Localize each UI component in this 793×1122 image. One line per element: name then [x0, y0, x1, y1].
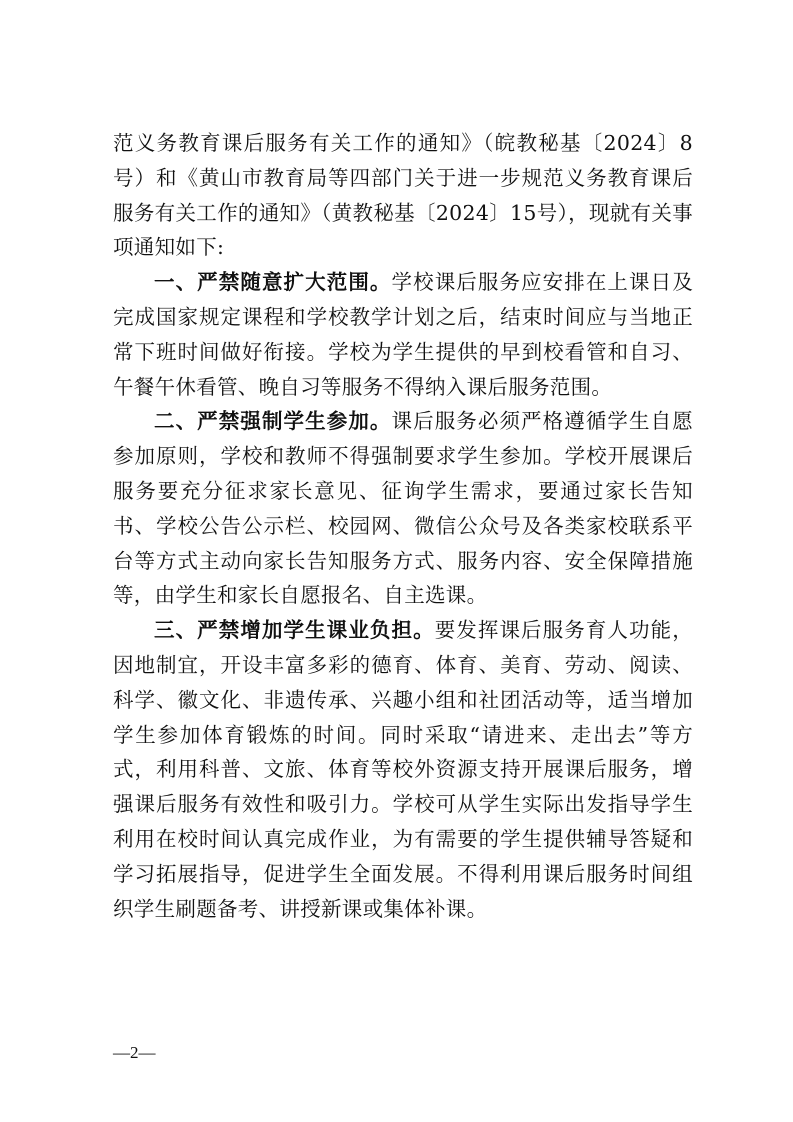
- section-paragraph-2: [113, 404, 693, 613]
- section-body-1: 学校课后服务应安排在上课日及完成国家规定课程和学校教学计划之后，结束时间应与当地正常下班时间做好衔接。学校为学生提供的早到校看管和自习、午餐午休看管、晚自习等服务不得纳入课后服务范围。: [113, 270, 693, 399]
- section-body-2: 课后服务必须严格遵循学生自愿参加原则，学校和教师不得强制要求学生参加。学校开展课后服务要充分征求家长意见、征询学生需求，要通过家长告知书、学校公告公示栏、校园网、微信公众号及各类家校联系平台等方式主动向家长告知服务方式、服务内容、安全保障措施等，由学生和家长自愿报名、自主选课。: [113, 409, 693, 608]
- section-heading-2: 二、严禁强制学生参加。: [154, 409, 392, 434]
- section-body-3: 要发挥课后服务育人功能，因地制宜，开设丰富多彩的德育、体育、美育、劳动、阅读、科学、徽文化、非遗传承、兴趣小组和社团活动等，适当增加学生参加体育锻炼的时间。同时采取“请进来、走出去”等方式，利用科普、文旅、体育等校外资源支持开展课后服务，增强课后服务有效性和吸引力。学校可从学生实际出发指导学生利用在校时间认真完成作业，为有需要的学生提供辅导答疑和学习拓展指导，促进学生全面发展。不得利用课后服务时间组织学生刷题备考、讲授新课或集体补课。: [113, 618, 693, 921]
- section-heading-1: 一、严禁随意扩大范围。: [154, 270, 392, 295]
- section-paragraph-1: [113, 265, 693, 404]
- section-heading-3: 三、严禁增加学生课业负担。: [154, 618, 435, 643]
- intro-paragraph: 范义务教育课后服务有关工作的通知》（皖教秘基〔2024〕8号）和《黄山市教育局等四部门关于进一步规范义务教育课后服务有关工作的通知》（黄教秘基〔2024〕15号），现就有关事项通知如下:: [113, 131, 693, 260]
- section-paragraph-3: [113, 613, 693, 926]
- document-body: [113, 126, 693, 926]
- page-number: —2—: [113, 1043, 156, 1062]
